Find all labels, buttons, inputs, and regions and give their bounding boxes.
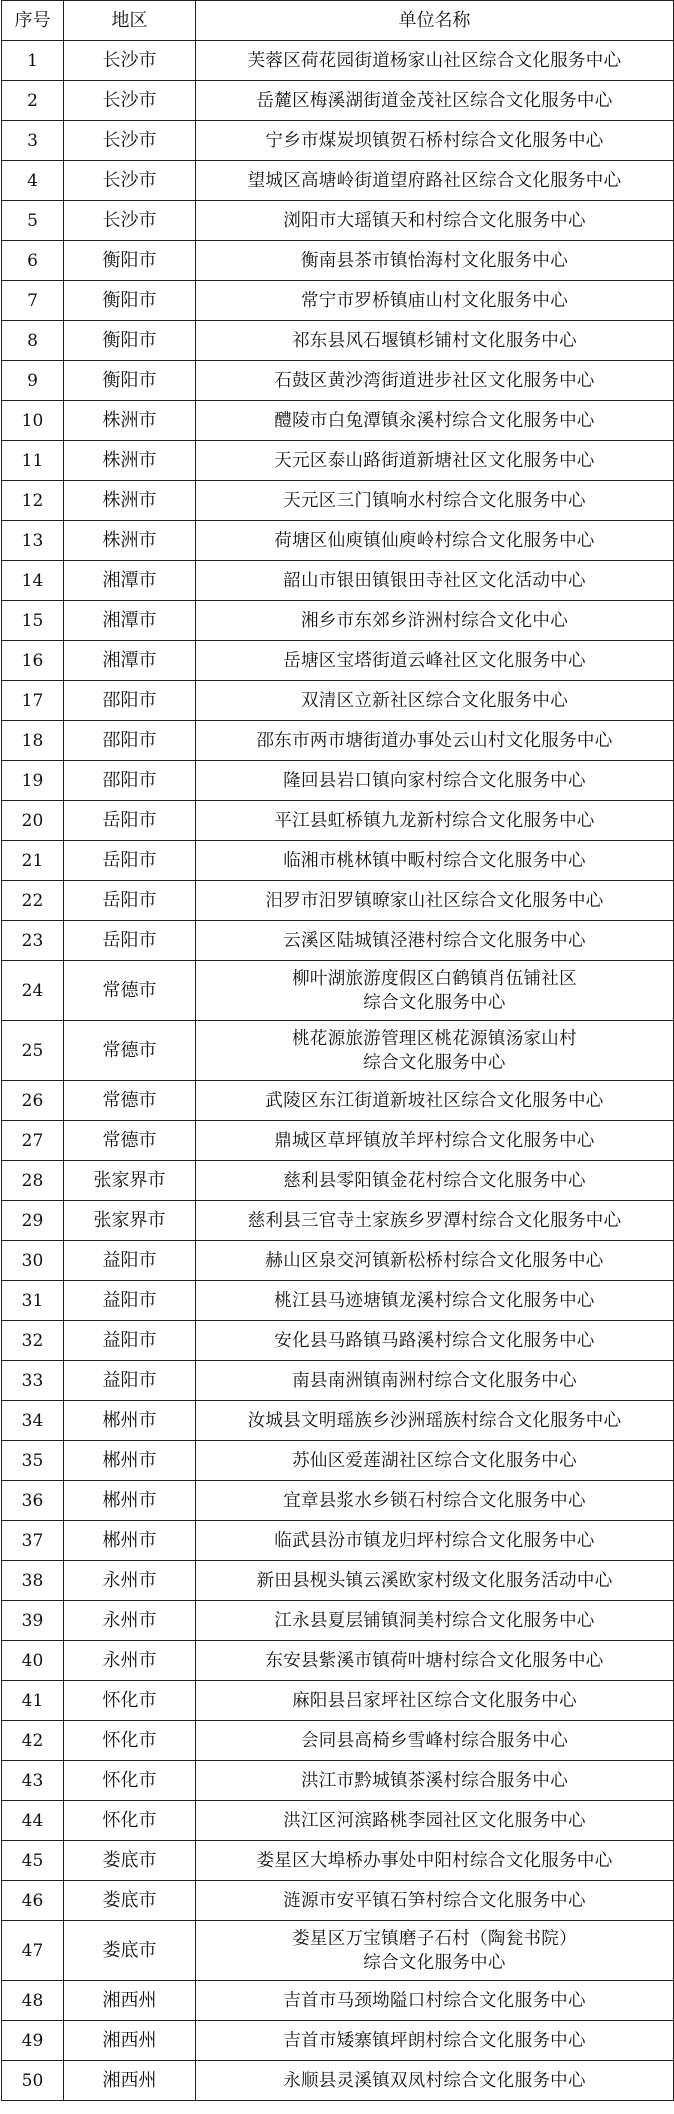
cell-unit-name: 新田县枧头镇云溪欧家村级文化服务活动中心 <box>196 1561 674 1601</box>
cell-unit-name <box>196 961 674 1021</box>
cell-region: 长沙市 <box>64 121 196 161</box>
cell-unit-name: 吉首市矮寨镇坪朗村综合文化服务中心 <box>196 2021 674 2061</box>
cell-unit-name: 东安县紫溪市镇荷叶塘村综合文化服务中心 <box>196 1641 674 1681</box>
cell-region: 株洲市 <box>64 521 196 561</box>
table-row <box>2 1721 674 1761</box>
cell-serial-number: 20 <box>2 801 64 841</box>
cell-unit-name: 宁乡市煤炭坝镇贺石桥村综合文化服务中心 <box>196 121 674 161</box>
cell-region: 衡阳市 <box>64 281 196 321</box>
cell-unit-name-line-1: 娄星区万宝镇磨子石村（陶瓮书院） <box>292 1928 577 1949</box>
cell-unit-name: 涟源市安平镇石笋村综合文化服务中心 <box>196 1881 674 1921</box>
table-row <box>2 1521 674 1561</box>
cell-unit-name: 麻阳县吕家坪社区综合文化服务中心 <box>196 1681 674 1721</box>
cell-serial-number: 15 <box>2 601 64 641</box>
table-row <box>2 681 674 721</box>
table-row <box>2 1121 674 1161</box>
cell-serial-number: 22 <box>2 881 64 921</box>
table-row <box>2 201 674 241</box>
cell-serial-number: 18 <box>2 721 64 761</box>
table-row <box>2 241 674 281</box>
cell-serial-number: 47 <box>2 1921 64 1981</box>
cell-serial-number: 26 <box>2 1081 64 1121</box>
cell-region: 常德市 <box>64 1121 196 1161</box>
cell-unit-name: 平江县虹桥镇九龙新村综合文化服务中心 <box>196 801 674 841</box>
cell-region: 邵阳市 <box>64 721 196 761</box>
table-row <box>2 1401 674 1441</box>
cell-serial-number: 34 <box>2 1401 64 1441</box>
cell-unit-name-line-1: 柳叶湖旅游度假区白鹤镇肖伍铺社区 <box>292 968 577 989</box>
header-unit-name: 单位名称 <box>196 1 674 41</box>
cell-unit-name: 岳塘区宝塔街道云峰社区文化服务中心 <box>196 641 674 681</box>
cell-region: 湘潭市 <box>64 561 196 601</box>
cell-unit-name: 娄星区大埠桥办事处中阳村综合文化服务中心 <box>196 1841 674 1881</box>
cell-region: 怀化市 <box>64 1761 196 1801</box>
cell-region: 张家界市 <box>64 1161 196 1201</box>
cell-serial-number: 19 <box>2 761 64 801</box>
cell-unit-name: 慈利县零阳镇金花村综合文化服务中心 <box>196 1161 674 1201</box>
cell-unit-name: 双清区立新社区综合文化服务中心 <box>196 681 674 721</box>
cell-unit-name-line-2: 综合文化服务中心 <box>363 992 506 1013</box>
cell-unit-name: 汨罗市汨罗镇暸家山社区综合文化服务中心 <box>196 881 674 921</box>
cell-unit-name: 临湘市桃林镇中畈村综合文化服务中心 <box>196 841 674 881</box>
table-row <box>2 161 674 201</box>
cell-unit-name: 望城区高塘岭街道望府路社区综合文化服务中心 <box>196 161 674 201</box>
cell-region: 衡阳市 <box>64 321 196 361</box>
cell-serial-number: 45 <box>2 1841 64 1881</box>
cell-region: 岳阳市 <box>64 841 196 881</box>
cell-region: 永州市 <box>64 1641 196 1681</box>
cell-unit-name <box>196 1021 674 1081</box>
cell-region: 岳阳市 <box>64 921 196 961</box>
cell-serial-number: 48 <box>2 1981 64 2021</box>
table-row <box>2 601 674 641</box>
cell-region: 益阳市 <box>64 1281 196 1321</box>
cell-unit-name: 芙蓉区荷花园街道杨家山社区综合文化服务中心 <box>196 41 674 81</box>
cell-serial-number: 11 <box>2 441 64 481</box>
table-row <box>2 481 674 521</box>
table-row <box>2 121 674 161</box>
cell-region: 邵阳市 <box>64 681 196 721</box>
table-row <box>2 1681 674 1721</box>
table-row <box>2 1321 674 1361</box>
cell-unit-name: 安化县马路镇马路溪村综合文化服务中心 <box>196 1321 674 1361</box>
cell-serial-number: 32 <box>2 1321 64 1361</box>
cell-unit-name: 浏阳市大瑶镇天和村综合文化服务中心 <box>196 201 674 241</box>
table-row <box>2 761 674 801</box>
table-row <box>2 1241 674 1281</box>
cell-unit-name: 慈利县三官寺土家族乡罗潭村综合文化服务中心 <box>196 1201 674 1241</box>
table-row <box>2 521 674 561</box>
cell-unit-name: 衡南县茶市镇怡海村文化服务中心 <box>196 241 674 281</box>
cell-region: 株洲市 <box>64 441 196 481</box>
cell-region: 益阳市 <box>64 1241 196 1281</box>
cell-unit-name: 石鼓区黄沙湾街道进步社区文化服务中心 <box>196 361 674 401</box>
cell-region: 常德市 <box>64 1081 196 1121</box>
cell-serial-number: 5 <box>2 201 64 241</box>
cell-unit-name-line-1: 桃花源旅游管理区桃花源镇汤家山村 <box>292 1028 577 1049</box>
table-row <box>2 881 674 921</box>
table-row <box>2 81 674 121</box>
cell-serial-number: 44 <box>2 1801 64 1841</box>
cell-region: 怀化市 <box>64 1801 196 1841</box>
cell-region: 常德市 <box>64 1021 196 1081</box>
table-row <box>2 2061 674 2101</box>
cell-serial-number: 7 <box>2 281 64 321</box>
cell-region: 衡阳市 <box>64 361 196 401</box>
cell-serial-number: 46 <box>2 1881 64 1921</box>
cell-unit-name: 赫山区泉交河镇新松桥村综合文化服务中心 <box>196 1241 674 1281</box>
header-region: 地区 <box>64 1 196 41</box>
table-row <box>2 1021 674 1081</box>
cell-unit-name: 吉首市马颈坳隘口村综合文化服务中心 <box>196 1981 674 2021</box>
cell-serial-number: 6 <box>2 241 64 281</box>
cell-region: 衡阳市 <box>64 241 196 281</box>
cell-unit-name: 邵东市两市塘街道办事处云山村文化服务中心 <box>196 721 674 761</box>
cell-region: 株洲市 <box>64 481 196 521</box>
cell-unit-name: 会同县高椅乡雪峰村综合服务中心 <box>196 1721 674 1761</box>
table-row <box>2 1441 674 1481</box>
table-row <box>2 1841 674 1881</box>
cell-region: 郴州市 <box>64 1481 196 1521</box>
cell-unit-name: 鼎城区草坪镇放羊坪村综合文化服务中心 <box>196 1121 674 1161</box>
cell-serial-number: 21 <box>2 841 64 881</box>
cell-region: 湘潭市 <box>64 641 196 681</box>
cell-serial-number: 10 <box>2 401 64 441</box>
table-row <box>2 1161 674 1201</box>
table-row <box>2 1481 674 1521</box>
table-row <box>2 1981 674 2021</box>
table-row <box>2 41 674 81</box>
cell-unit-name: 汝城县文明瑶族乡沙洲瑶族村综合文化服务中心 <box>196 1401 674 1441</box>
cell-serial-number: 3 <box>2 121 64 161</box>
table-row <box>2 281 674 321</box>
unit-list-table <box>1 0 674 2101</box>
cell-region: 湘西州 <box>64 2061 196 2101</box>
cell-unit-name: 韶山市银田镇银田寺社区文化活动中心 <box>196 561 674 601</box>
cell-serial-number: 43 <box>2 1761 64 1801</box>
table-row <box>2 801 674 841</box>
table-row <box>2 561 674 601</box>
cell-serial-number: 24 <box>2 961 64 1021</box>
table-row <box>2 321 674 361</box>
table-row <box>2 1561 674 1601</box>
cell-region: 益阳市 <box>64 1321 196 1361</box>
header-serial-number: 序号 <box>2 1 64 41</box>
cell-region: 郴州市 <box>64 1401 196 1441</box>
cell-unit-name: 岳麓区梅溪湖街道金茂社区综合文化服务中心 <box>196 81 674 121</box>
cell-unit-name: 宜章县浆水乡锁石村综合文化服务中心 <box>196 1481 674 1521</box>
table-row <box>2 1641 674 1681</box>
cell-serial-number: 49 <box>2 2021 64 2061</box>
table-row <box>2 1201 674 1241</box>
cell-serial-number: 31 <box>2 1281 64 1321</box>
cell-unit-name: 永顺县灵溪镇双凤村综合文化服务中心 <box>196 2061 674 2101</box>
cell-unit-name: 常宁市罗桥镇庙山村文化服务中心 <box>196 281 674 321</box>
table-row <box>2 721 674 761</box>
cell-unit-name: 临武县汾市镇龙归坪村综合文化服务中心 <box>196 1521 674 1561</box>
cell-serial-number: 1 <box>2 41 64 81</box>
cell-serial-number: 25 <box>2 1021 64 1081</box>
cell-unit-name: 醴陵市白兔潭镇汆溪村综合文化服务中心 <box>196 401 674 441</box>
cell-serial-number: 30 <box>2 1241 64 1281</box>
cell-serial-number: 42 <box>2 1721 64 1761</box>
cell-region: 岳阳市 <box>64 801 196 841</box>
cell-serial-number: 39 <box>2 1601 64 1641</box>
cell-region: 怀化市 <box>64 1721 196 1761</box>
cell-region: 娄底市 <box>64 1921 196 1981</box>
cell-region: 长沙市 <box>64 41 196 81</box>
cell-serial-number: 28 <box>2 1161 64 1201</box>
cell-unit-name: 南县南洲镇南洲村综合文化服务中心 <box>196 1361 674 1401</box>
table-row <box>2 401 674 441</box>
cell-region: 张家界市 <box>64 1201 196 1241</box>
cell-region: 永州市 <box>64 1601 196 1641</box>
cell-unit-name: 荷塘区仙庾镇仙庾岭村综合文化服务中心 <box>196 521 674 561</box>
cell-serial-number: 9 <box>2 361 64 401</box>
cell-serial-number: 13 <box>2 521 64 561</box>
cell-serial-number: 16 <box>2 641 64 681</box>
cell-unit-name: 桃江县马迹塘镇龙溪村综合文化服务中心 <box>196 1281 674 1321</box>
cell-serial-number: 27 <box>2 1121 64 1161</box>
cell-serial-number: 40 <box>2 1641 64 1681</box>
table-row <box>2 1801 674 1841</box>
cell-unit-name: 苏仙区爱莲湖社区综合文化服务中心 <box>196 1441 674 1481</box>
cell-unit-name: 隆回县岩口镇向家村综合文化服务中心 <box>196 761 674 801</box>
cell-serial-number: 41 <box>2 1681 64 1721</box>
table-row <box>2 1601 674 1641</box>
table-row <box>2 361 674 401</box>
cell-unit-name-line-2: 综合文化服务中心 <box>363 1952 506 1973</box>
cell-unit-name: 湘乡市东郊乡浒洲村综合文化中心 <box>196 601 674 641</box>
cell-serial-number: 17 <box>2 681 64 721</box>
cell-region: 株洲市 <box>64 401 196 441</box>
cell-region: 郴州市 <box>64 1441 196 1481</box>
cell-unit-name: 祁东县风石堰镇杉铺村文化服务中心 <box>196 321 674 361</box>
cell-region: 湘潭市 <box>64 601 196 641</box>
cell-serial-number: 23 <box>2 921 64 961</box>
cell-unit-name: 洪江市黔城镇茶溪村综合服务中心 <box>196 1761 674 1801</box>
cell-region: 娄底市 <box>64 1841 196 1881</box>
cell-region: 长沙市 <box>64 161 196 201</box>
cell-unit-name: 洪江区河滨路桃李园社区文化服务中心 <box>196 1801 674 1841</box>
cell-unit-name: 云溪区陆城镇泾港村综合文化服务中心 <box>196 921 674 961</box>
cell-serial-number: 12 <box>2 481 64 521</box>
cell-region: 怀化市 <box>64 1681 196 1721</box>
table-row <box>2 2021 674 2061</box>
cell-serial-number: 38 <box>2 1561 64 1601</box>
table-row <box>2 441 674 481</box>
cell-region: 长沙市 <box>64 201 196 241</box>
cell-region: 岳阳市 <box>64 881 196 921</box>
table-row <box>2 841 674 881</box>
cell-region: 益阳市 <box>64 1361 196 1401</box>
cell-unit-name: 江永县夏层铺镇洞美村综合文化服务中心 <box>196 1601 674 1641</box>
cell-serial-number: 35 <box>2 1441 64 1481</box>
cell-serial-number: 14 <box>2 561 64 601</box>
cell-region: 邵阳市 <box>64 761 196 801</box>
cell-serial-number: 29 <box>2 1201 64 1241</box>
cell-serial-number: 4 <box>2 161 64 201</box>
cell-region: 湘西州 <box>64 1981 196 2021</box>
table-row <box>2 1921 674 1981</box>
cell-region: 常德市 <box>64 961 196 1021</box>
cell-region: 郴州市 <box>64 1521 196 1561</box>
table-header-row <box>2 1 674 41</box>
cell-serial-number: 50 <box>2 2061 64 2101</box>
table-row <box>2 1081 674 1121</box>
table-row <box>2 1361 674 1401</box>
table-row <box>2 1881 674 1921</box>
table-row <box>2 641 674 681</box>
table-row <box>2 1761 674 1801</box>
table-row <box>2 1281 674 1321</box>
table-row <box>2 961 674 1021</box>
cell-serial-number: 36 <box>2 1481 64 1521</box>
cell-serial-number: 33 <box>2 1361 64 1401</box>
cell-unit-name: 天元区三门镇响水村综合文化服务中心 <box>196 481 674 521</box>
cell-region: 娄底市 <box>64 1881 196 1921</box>
cell-serial-number: 2 <box>2 81 64 121</box>
cell-region: 长沙市 <box>64 81 196 121</box>
cell-serial-number: 37 <box>2 1521 64 1561</box>
cell-unit-name-line-2: 综合文化服务中心 <box>363 1052 506 1073</box>
cell-unit-name: 天元区泰山路街道新塘社区文化服务中心 <box>196 441 674 481</box>
cell-unit-name: 武陵区东江街道新坡社区综合文化服务中心 <box>196 1081 674 1121</box>
cell-serial-number: 8 <box>2 321 64 361</box>
cell-unit-name <box>196 1921 674 1981</box>
cell-region: 永州市 <box>64 1561 196 1601</box>
cell-region: 湘西州 <box>64 2021 196 2061</box>
table-body <box>2 41 674 2101</box>
table-row <box>2 921 674 961</box>
